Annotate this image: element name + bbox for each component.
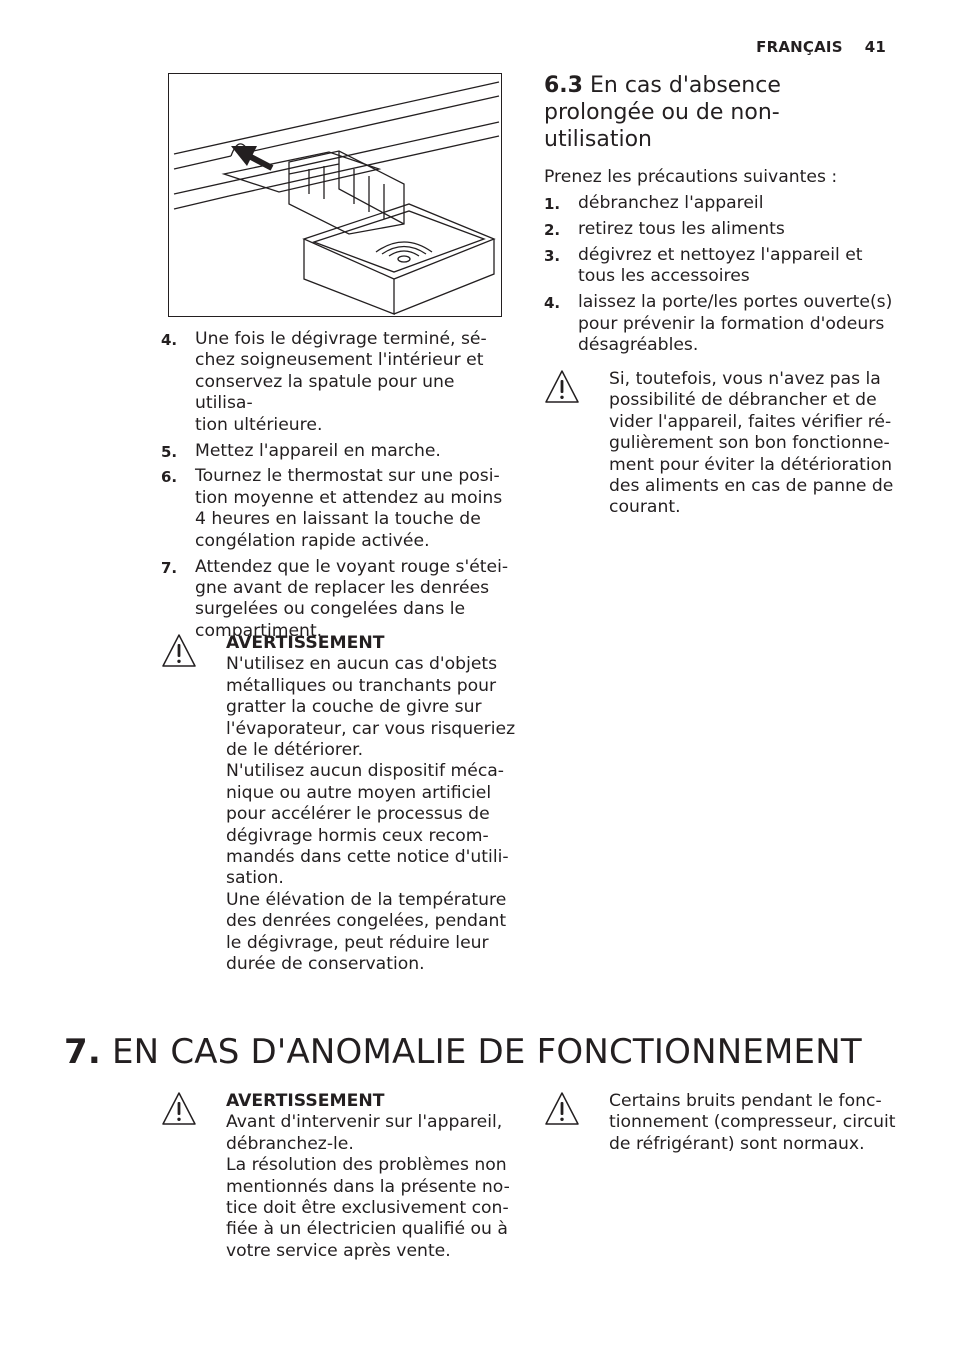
warning-paragraph: N'utilisez en aucun cas d'objets métalliques ou tranchants pour gratter la couche de givre sur l'évaporateur, car vous risqueriez de le détériorer.	[226, 654, 516, 761]
list-item	[161, 329, 516, 436]
list-item	[544, 245, 904, 288]
step-text: débranchez l'appareil	[578, 193, 764, 213]
step-number: 5.	[161, 442, 178, 461]
list-item	[161, 557, 516, 643]
absence-steps-list	[544, 193, 904, 361]
list-item	[544, 292, 904, 356]
warning-triangle-icon	[161, 1091, 197, 1127]
step-text: Attendez que le voyant rouge s'étei- gne avant de replacer les denrées surgelées ou congelées dans le compartiment.	[195, 556, 509, 641]
step-number: 2.	[544, 220, 561, 239]
insert-arrow-icon	[231, 146, 272, 168]
step-text: Une fois le dégivrage terminé, sé- chez soigneusement l'intérieur et conservez la spatule pour une utilisa- tion ultérieure.	[195, 329, 487, 435]
section-number: 7.	[64, 1032, 101, 1072]
section-7-heading	[64, 1032, 862, 1072]
step-number: 4.	[544, 294, 561, 313]
step-number: 6.	[161, 468, 178, 487]
warning-title: AVERTISSEMENT	[226, 633, 385, 653]
warning-text: Certains bruits pendant le fonc- tionnement (compresseur, circuit de réfrigérant) sont normaux.	[609, 1091, 896, 1154]
list-item	[161, 441, 516, 462]
section-6-3-heading	[544, 72, 864, 153]
warning-text: Si, toutefois, vous n'avez pas la possibilité de débrancher et de vider l'appareil, faites vérifier ré- gulièrement son bon fonctionne- ment pour éviter la détérioration des aliments en cas de panne de courant.	[609, 369, 894, 518]
defrost-drain-tray-illustration	[168, 73, 502, 317]
warning-block-absence	[544, 369, 904, 524]
step-text: retirez tous les aliments	[578, 218, 785, 239]
section-intro: Prenez les précautions suivantes :	[544, 167, 838, 187]
section-title: EN CAS D'ANOMALIE DE FONCTIONNEMENT	[112, 1032, 862, 1072]
step-text: Mettez l'appareil en marche.	[195, 440, 441, 461]
defrost-steps-list	[161, 329, 516, 647]
warning-title: AVERTISSEMENT	[226, 1091, 385, 1111]
step-number: 1.	[544, 195, 561, 213]
warning-triangle-icon	[161, 633, 197, 669]
step-text: Tournez le thermostat sur une posi- tion moyenne et attendez au moins 4 heures en laissant la touche de congélation rapide activée.	[195, 466, 503, 551]
step-number: 3.	[544, 246, 561, 265]
warning-block-noises	[544, 1091, 904, 1161]
list-item	[544, 219, 904, 240]
warning-content	[226, 633, 515, 976]
warning-paragraph: Avant d'intervenir sur l'appareil, débranchez-le.	[226, 1112, 503, 1154]
warning-block-defrost	[161, 633, 521, 978]
page-header	[734, 38, 886, 56]
warning-paragraph: N'utilisez aucun dispositif méca- nique ou autre moyen artificiel pour accélérer le processus de dégivrage hormis ceux recom- mandés dans cette notice d'utili- sation.	[226, 761, 509, 889]
step-number: 4.	[161, 331, 178, 349]
warning-paragraph: La résolution des problèmes non mentionnés dans la présente no- tice doit être exclusivement con- fiée à un électricien qualifié ou à votre service après vente.	[226, 1155, 510, 1261]
warning-triangle-icon	[544, 369, 580, 405]
page-number: 41	[864, 38, 886, 56]
drain-tray-drawing	[169, 74, 500, 315]
warning-content	[226, 1091, 510, 1262]
list-item	[544, 193, 904, 214]
warning-triangle-icon	[544, 1091, 580, 1127]
warning-paragraph: Une élévation de la température des denrées congelées, pendant le dégivrage, peut réduire leur durée de conservation.	[226, 889, 507, 975]
section-number: 6.3	[544, 73, 583, 98]
step-number: 7.	[161, 558, 178, 577]
step-text: dégivrez et nettoyez l'appareil et tous les accessoires	[578, 244, 863, 287]
section-title: En cas d'absence prolongée ou de non- utilisation	[544, 73, 781, 152]
list-item	[161, 466, 516, 552]
step-text: laissez la porte/les portes ouverte(s) pour prévenir la formation d'odeurs désagréables.	[578, 292, 893, 355]
header-language: FRANÇAIS	[756, 38, 843, 56]
warning-block-malfunction	[161, 1091, 521, 1266]
